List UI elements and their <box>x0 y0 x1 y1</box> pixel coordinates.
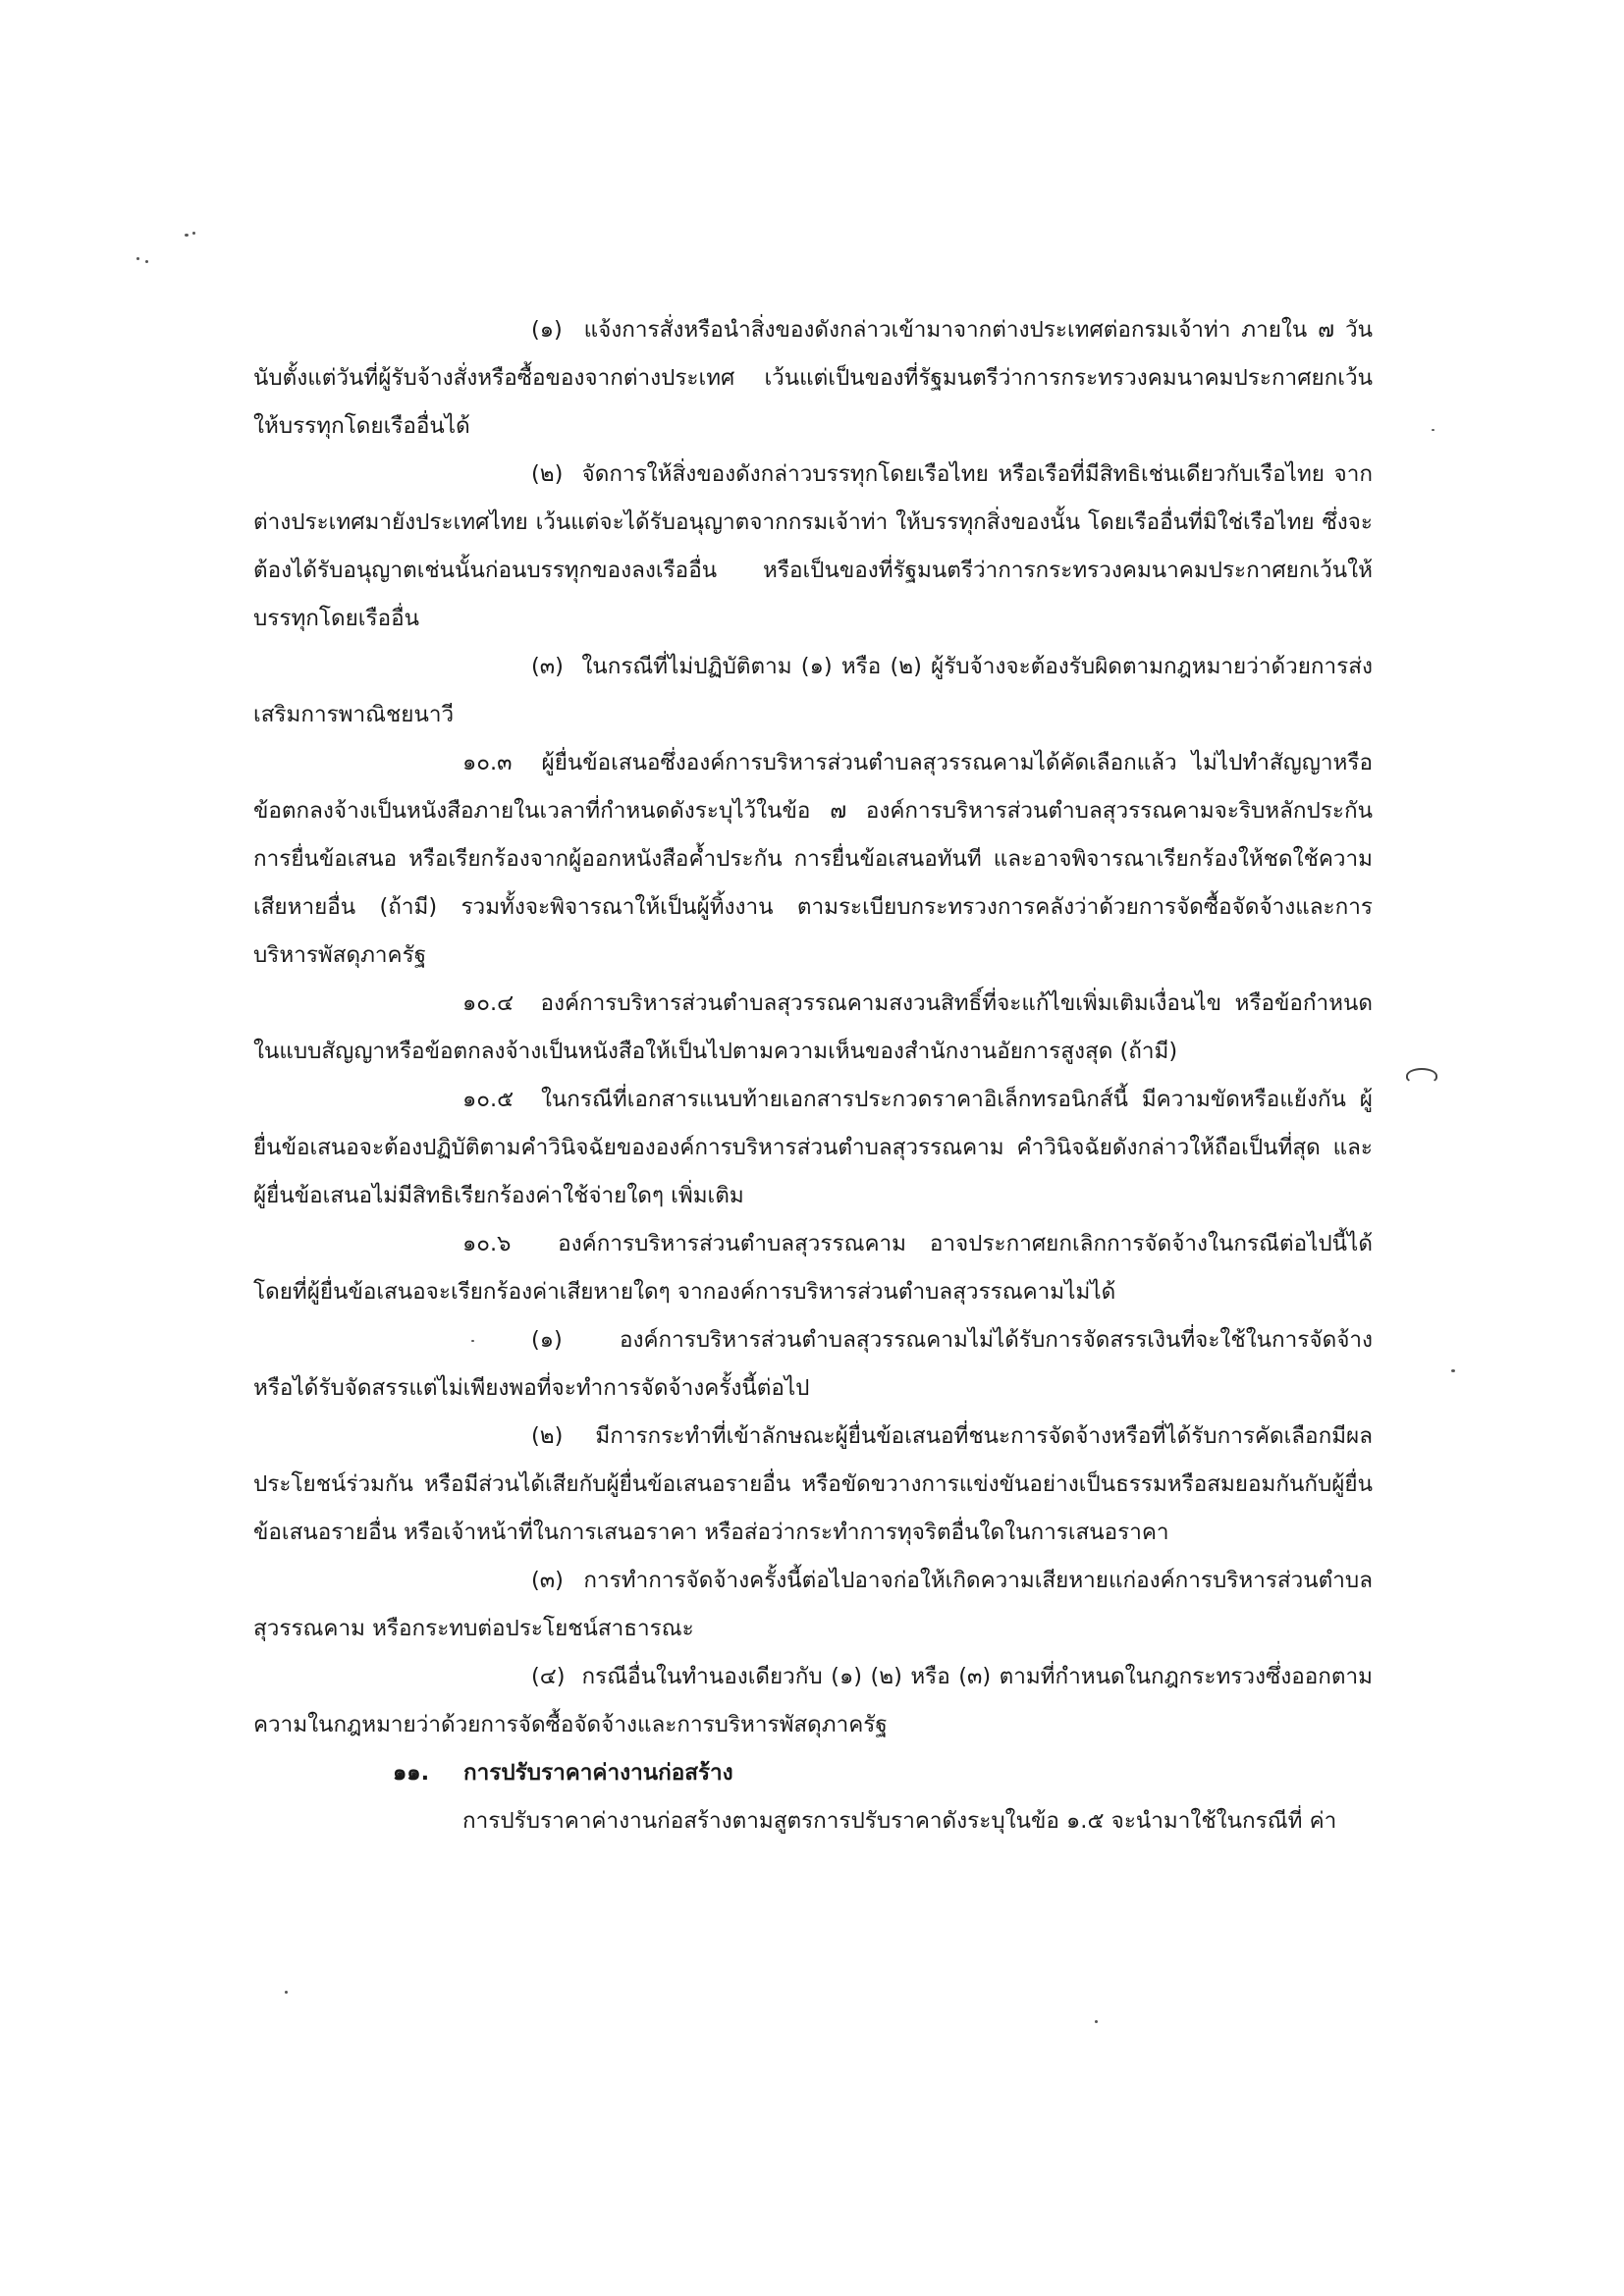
scan-speck <box>1432 429 1435 431</box>
section-11-heading <box>253 1749 1373 1797</box>
clause-10-6: ๑๐.๖ องค์การบริหารส่วนตำบลสุวรรณคาม อาจประกาศยกเลิกการจัดจ้างในกรณีต่อไปนี้ได้ โดยที่ผู้ยื่นข้อเสนอจะเรียกร้องค่าเสียหายใดๆ จากองค์การบริหารส่วนตำบลสุวรรณคามไม่ได้ <box>253 1231 1373 1305</box>
document-body <box>253 306 1373 1845</box>
scan-speck <box>285 1991 288 1994</box>
scan-speck <box>185 234 189 237</box>
clause-sub-3: (๓) ในกรณีที่ไม่ปฏิบัติตาม (๑) หรือ (๒) ผู้รับจ้างจะต้องรับผิดตามกฎหมายว่าด้วยการส่งเสริมการพาณิชยนาวี <box>253 654 1373 727</box>
scan-speck <box>192 232 195 235</box>
clause-10-6-3: (๓) การทำการจัดจ้างครั้งนี้ต่อไปอาจก่อให้เกิดความเสียหายแก่องค์การบริหารส่วนตำบลสุวรรณคาม หรือกระทบต่อประโยชน์สาธารณะ <box>253 1568 1373 1641</box>
section-11-body: การปรับราคาค่างานก่อสร้างตามสูตรการปรับราคาดังระบุในข้อ ๑.๕ จะนำมาใช้ในกรณีที่ ค่า <box>462 1808 1337 1834</box>
clause-10-6-2: (๒) มีการกระทำที่เข้าลักษณะผู้ยื่นข้อเสนอที่ชนะการจัดจ้างหรือที่ได้รับการคัดเลือกมีผลประโยชน์ร่วมกัน หรือมีส่วนได้เสียกับผู้ยื่นข้อเสนอรายอื่น หรือขัดขวางการแข่งขันอย่างเป็นธรรมหรือสมยอมกันกับผู้ยื่นข้อเสนอรายอื่น หรือเจ้าหน้าที่ในการเสนอราคา หรือส่อว่ากระทำการทุจริตอื่นใดในการเสนอราคา <box>253 1423 1373 1545</box>
scan-speck <box>1451 1369 1455 1372</box>
clause-10-5: ๑๐.๕ ในกรณีที่เอกสารแนบท้ายเอกสารประกวดราคาอิเล็กทรอนิกส์นี้ มีความขัดหรือแย้งกัน ผู้ยื่นข้อเสนอจะต้องปฏิบัติตามคำวินิจฉัยขององค์การบริหารส่วนตำบลสุวรรณคาม คำวินิจฉัยดังกล่าวให้ถือเป็นที่สุด และผู้ยื่นข้อเสนอไม่มีสิทธิเรียกร้องค่าใช้จ่ายใดๆ เพิ่มเติม <box>253 1087 1373 1208</box>
scan-speck <box>1095 2020 1098 2023</box>
margin-scribble <box>1406 1068 1437 1084</box>
section-11-title: การปรับราคาค่างานก่อสร้าง <box>463 1760 733 1786</box>
clause-10-4: ๑๐.๔ องค์การบริหารส่วนตำบลสุวรรณคามสงวนสิทธิ์ที่จะแก้ไขเพิ่มเติมเงื่อนไข หรือข้อกำหนดในแบบสัญญาหรือข้อตกลงจ้างเป็นหนังสือให้เป็นไปตามความเห็นของสำนักงานอัยการสูงสุด (ถ้ามี) <box>253 990 1373 1064</box>
clause-sub-2: (๒) จัดการให้สิ่งของดังกล่าวบรรทุกโดยเรือไทย หรือเรือที่มีสิทธิเช่นเดียวกับเรือไทย จากต่างประเทศมายังประเทศไทย เว้นแต่จะได้รับอนุญาตจากกรมเจ้าท่า ให้บรรทุกสิ่งของนั้น โดยเรืออื่นที่มิใช่เรือไทย ซึ่งจะต้องได้รับอนุญาตเช่นนั้นก่อนบรรทุกของลงเรืออื่น หรือเป็นของที่รัฐมนตรีว่าการกระทรวงคมนาคมประกาศยกเว้นให้บรรทุกโดยเรืออื่น <box>253 461 1373 631</box>
scan-speck <box>136 257 139 260</box>
section-11-number: ๑๑. <box>393 1760 430 1786</box>
clause-10-6-1: (๑) องค์การบริหารส่วนตำบลสุวรรณคามไม่ได้รับการจัดสรรเงินที่จะใช้ในการจัดจ้าง หรือได้รับจัดสรรแต่ไม่เพียงพอที่จะทำการจัดจ้างครั้งนี้ต่อไป <box>253 1327 1373 1401</box>
clause-sub-1: (๑) แจ้งการสั่งหรือนำสิ่งของดังกล่าวเข้ามาจากต่างประเทศต่อกรมเจ้าท่า ภายใน ๗ วัน นับตั้งแต่วันที่ผู้รับจ้างสั่งหรือซื้อของจากต่างประเทศ เว้นแต่เป็นของที่รัฐมนตรีว่าการกระทรวงคมนาคมประกาศยกเว้นให้บรรทุกโดยเรืออื่นได้ <box>253 317 1373 439</box>
clause-10-3: ๑๐.๓ ผู้ยื่นข้อเสนอซึ่งองค์การบริหารส่วนตำบลสุวรรณคามได้คัดเลือกแล้ว ไม่ไปทำสัญญาหรือข้อตกลงจ้างเป็นหนังสือภายในเวลาที่กำหนดดังระบุไว้ในข้อ ๗ องค์การบริหารส่วนตำบลสุวรรณคามจะริบหลักประกันการยื่นข้อเสนอ หรือเรียกร้องจากผู้ออกหนังสือค้ำประกัน การยื่นข้อเสนอทันที และอาจพิจารณาเรียกร้องให้ชดใช้ความเสียหายอื่น (ถ้ามี) รวมทั้งจะพิจารณาให้เป็นผู้ทิ้งงาน ตามระเบียบกระทรวงการคลังว่าด้วยการจัดซื้อจัดจ้างและการบริหารพัสดุภาครัฐ <box>253 750 1373 968</box>
scan-speck <box>145 260 148 263</box>
clause-10-6-4: (๔) กรณีอื่นในทำนองเดียวกับ (๑) (๒) หรือ (๓) ตามที่กำหนดในกฎกระทรวงซึ่งออกตามความในกฎหมายว่าด้วยการจัดซื้อจัดจ้างและการบริหารพัสดุภาครัฐ <box>253 1664 1373 1737</box>
